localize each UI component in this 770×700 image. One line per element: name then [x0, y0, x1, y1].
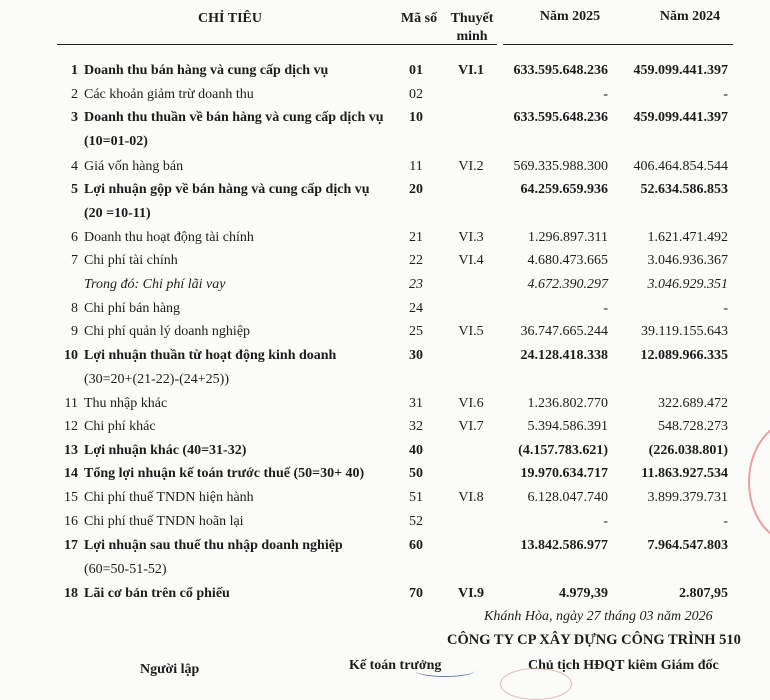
- row-value-2024: 3.046.936.367: [647, 253, 728, 268]
- row-number: 12: [64, 419, 78, 434]
- header-rule-right: [503, 44, 733, 45]
- row-label: Chi phí bán hàng: [84, 301, 181, 316]
- row-label: (30=20+(21-22)-(24+25)): [84, 372, 229, 387]
- row-value-2025: 13.842.586.977: [520, 538, 608, 553]
- row-value-2025: -: [603, 514, 608, 529]
- row-label: Lợi nhuận gộp về bán hàng và cung cấp dịch vụ: [84, 182, 370, 197]
- row-number: 17: [64, 538, 78, 553]
- footer-preparer: Người lập: [140, 662, 200, 677]
- row-number: 3: [71, 110, 78, 125]
- table-row: [0, 131, 770, 153]
- row-value-2025: 1.296.897.311: [528, 230, 608, 245]
- row-note: VI.4: [458, 253, 484, 268]
- row-value-2024: 322.689.472: [658, 396, 728, 411]
- row-value-2024: 39.119.155.643: [641, 324, 728, 339]
- row-label: Doanh thu thuần về bán hàng và cung cấp dịch vụ: [84, 110, 384, 125]
- footer-chief-accountant: Kế toán trưởng: [349, 658, 442, 673]
- table-row: [0, 84, 770, 106]
- row-value-2024: 459.099.441.397: [633, 63, 728, 78]
- row-label: Các khoản giảm trừ doanh thu: [84, 87, 254, 102]
- row-code: 70: [409, 586, 423, 601]
- row-value-2025: 633.595.648.236: [513, 63, 608, 78]
- row-code: 21: [409, 230, 423, 245]
- row-code: 60: [409, 538, 423, 553]
- row-note: VI.2: [458, 159, 484, 174]
- row-label: (20 =10-11): [84, 206, 151, 221]
- row-value-2025: 5.394.586.391: [527, 419, 608, 434]
- row-code: 50: [409, 466, 423, 481]
- row-label: Doanh thu hoạt động tài chính: [84, 230, 254, 245]
- row-value-2024: 3.046.929.351: [647, 277, 728, 292]
- row-number: 7: [71, 253, 78, 268]
- row-note: VI.1: [457, 63, 485, 78]
- row-label: Chi phí khác: [84, 419, 156, 434]
- header-nam-2025: Năm 2025: [539, 9, 601, 24]
- table-row: [0, 107, 770, 129]
- row-number: 9: [71, 324, 78, 339]
- row-value-2024: 12.089.966.335: [640, 348, 728, 363]
- row-code: 11: [409, 159, 423, 174]
- footer-director: Chủ tịch HĐQT kiêm Giám đốc: [528, 658, 719, 673]
- row-value-2025: -: [603, 301, 608, 316]
- row-value-2025: 19.970.634.717: [520, 466, 608, 481]
- table-row: [0, 487, 770, 509]
- row-value-2024: 52.634.586.853: [640, 182, 728, 197]
- row-code: 01: [409, 63, 423, 78]
- table-row: [0, 179, 770, 201]
- header-thuyet-minh: [444, 10, 500, 46]
- row-code: 25: [409, 324, 423, 339]
- row-note: VI.8: [458, 490, 484, 505]
- row-label: (10=01-02): [84, 134, 148, 149]
- row-note: VI.3: [458, 230, 484, 245]
- row-label: Lợi nhuận sau thuế thu nhập doanh nghiệp: [84, 538, 343, 553]
- row-value-2025: 569.335.988.300: [513, 159, 608, 174]
- row-value-2024: -: [723, 87, 728, 102]
- row-value-2024: 2.807,95: [679, 586, 728, 601]
- table-row: [0, 250, 770, 272]
- table-row: [0, 298, 770, 320]
- signature-mark: [415, 664, 475, 677]
- header-ma-so: Mã số: [400, 11, 438, 26]
- row-number: 1: [71, 63, 78, 78]
- row-value-2024: 406.464.854.544: [633, 159, 728, 174]
- row-value-2024: 459.099.441.397: [633, 110, 728, 125]
- row-value-2025: 6.128.047.740: [527, 490, 608, 505]
- row-code: 31: [409, 396, 423, 411]
- table-row: [0, 369, 770, 391]
- row-number: 4: [71, 159, 78, 174]
- table-row: [0, 511, 770, 533]
- row-value-2025: 36.747.665.244: [520, 324, 608, 339]
- footer-date-line: Khánh Hòa, ngày 27 tháng 03 năm 2026: [484, 609, 713, 624]
- row-label: Giá vốn hàng bán: [84, 159, 184, 174]
- header-nam-2024: Năm 2024: [659, 9, 721, 24]
- row-value-2025: (4.157.783.621): [518, 443, 608, 458]
- row-label: Thu nhập khác: [84, 396, 168, 411]
- row-label: Lợi nhuận khác (40=31-32): [84, 443, 247, 458]
- row-label: Chi phí thuế TNDN hiện hành: [84, 490, 254, 505]
- row-number: 6: [71, 230, 78, 245]
- row-number: 16: [64, 514, 78, 529]
- row-value-2025: 4.680.473.665: [527, 253, 608, 268]
- row-code: 52: [409, 514, 423, 529]
- header-chi-tieu: CHỈ TIÊU: [198, 11, 262, 26]
- row-code: 32: [409, 419, 423, 434]
- row-label: Lãi cơ bản trên cổ phiếu: [84, 586, 230, 601]
- row-number: 8: [71, 301, 78, 316]
- row-label: Tổng lợi nhuận kế toán trước thuế (50=30+ 40): [84, 466, 365, 481]
- row-value-2024: 3.899.379.731: [647, 490, 728, 505]
- row-value-2024: (226.038.801): [648, 443, 728, 458]
- table-row: [0, 227, 770, 249]
- row-label: Trong đó: Chi phí lãi vay: [84, 277, 226, 292]
- table-row: [0, 60, 770, 82]
- red-seal-stamp-bottom: [500, 668, 572, 700]
- row-number: 18: [64, 586, 78, 601]
- row-value-2024: 548.728.273: [658, 419, 728, 434]
- row-number: 14: [64, 466, 78, 481]
- table-row: [0, 583, 770, 605]
- row-label: Doanh thu bán hàng và cung cấp dịch vụ: [84, 63, 329, 78]
- row-note: VI.7: [458, 419, 484, 434]
- row-value-2025: 24.128.418.338: [520, 348, 608, 363]
- row-code: 10: [409, 110, 423, 125]
- row-code: 20: [409, 182, 423, 197]
- table-row: [0, 393, 770, 415]
- row-note: VI.9: [457, 586, 485, 601]
- row-value-2025: 64.259.659.936: [520, 182, 608, 197]
- table-row: [0, 156, 770, 178]
- row-label: Chi phí thuế TNDN hoãn lại: [84, 514, 244, 529]
- row-code: 02: [409, 87, 423, 102]
- row-label: Lợi nhuận thuần từ hoạt động kinh doanh: [84, 348, 337, 363]
- row-value-2024: -: [723, 514, 728, 529]
- row-value-2024: 7.964.547.803: [647, 538, 728, 553]
- table-row: [0, 345, 770, 367]
- row-code: 51: [409, 490, 423, 505]
- row-value-2025: 4.672.390.297: [527, 277, 608, 292]
- row-value-2025: 633.595.648.236: [513, 110, 608, 125]
- row-value-2024: -: [723, 301, 728, 316]
- row-value-2025: 4.979,39: [559, 586, 608, 601]
- row-code: 30: [409, 348, 423, 363]
- row-note: VI.5: [458, 324, 484, 339]
- row-number: 11: [64, 396, 78, 411]
- header-thuyet-minh-line2: minh: [456, 29, 488, 44]
- row-code: 40: [409, 443, 423, 458]
- row-code: 23: [409, 277, 423, 292]
- row-number: 15: [64, 490, 78, 505]
- table-row: [0, 463, 770, 485]
- row-number: 10: [64, 348, 78, 363]
- row-note: VI.6: [458, 396, 484, 411]
- row-value-2025: 1.236.802.770: [527, 396, 608, 411]
- table-row: [0, 274, 770, 296]
- row-number: 5: [71, 182, 78, 197]
- header-rule-left: [57, 44, 497, 45]
- row-code: 24: [409, 301, 423, 316]
- row-label: Chi phí quản lý doanh nghiệp: [84, 324, 251, 339]
- row-value-2025: -: [603, 87, 608, 102]
- row-value-2024: 1.621.471.492: [647, 230, 728, 245]
- table-row: [0, 535, 770, 557]
- table-row: [0, 559, 770, 581]
- row-label: Chi phí tài chính: [84, 253, 178, 268]
- table-row: [0, 416, 770, 438]
- table-row: [0, 203, 770, 225]
- row-number: 2: [71, 87, 78, 102]
- footer-company: CÔNG TY CP XÂY DỰNG CÔNG TRÌNH 510: [447, 632, 741, 648]
- row-value-2024: 11.863.927.534: [641, 466, 728, 481]
- row-number: 13: [64, 443, 78, 458]
- header-thuyet-minh-line1: Thuyết: [450, 11, 494, 26]
- row-code: 22: [409, 253, 423, 268]
- table-row: [0, 440, 770, 462]
- table-row: [0, 321, 770, 343]
- row-label: (60=50-51-52): [84, 562, 167, 577]
